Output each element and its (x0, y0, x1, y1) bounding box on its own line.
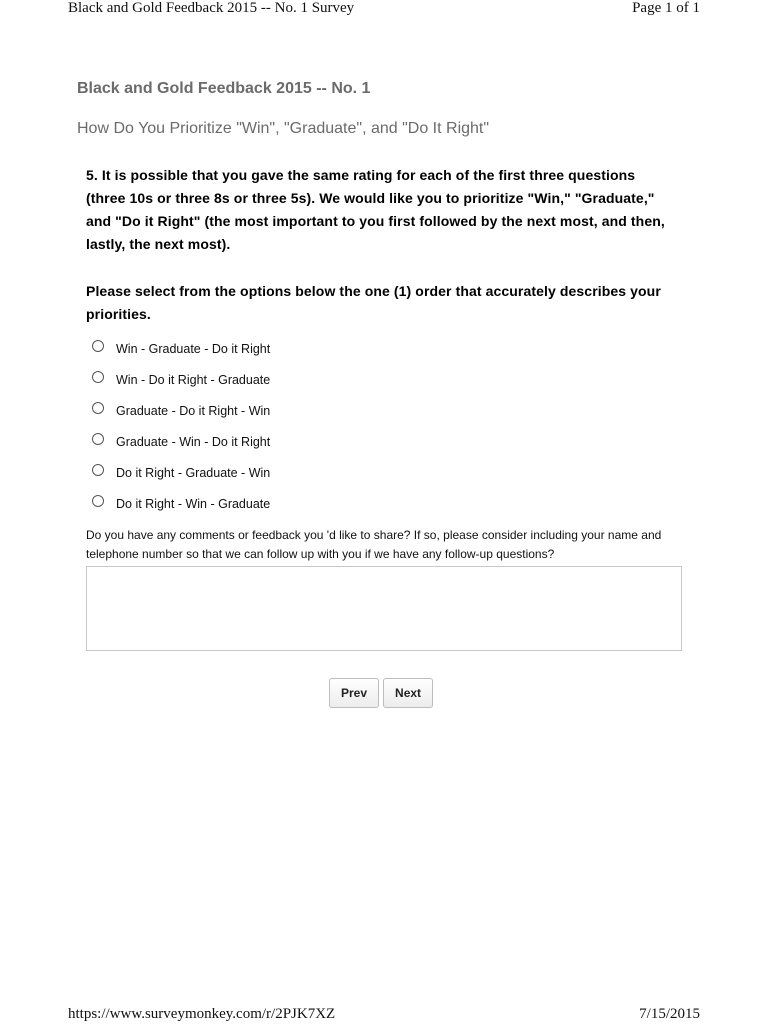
print-footer (68, 1006, 700, 1023)
question-instruction: Please select from the options below the one (1) order that accurately describes your priorities. (86, 283, 661, 322)
page-navigation (329, 678, 433, 708)
option-label[interactable]: Win - Graduate - Do it Right (116, 341, 271, 356)
radio-button[interactable] (92, 340, 104, 352)
print-header-page-number: Page 1 of 1 (632, 0, 700, 16)
next-button[interactable]: Next (383, 678, 433, 708)
option-label[interactable]: Graduate - Win - Do it Right (116, 434, 271, 449)
option-label[interactable]: Win - Do it Right - Graduate (116, 372, 271, 387)
prev-button[interactable]: Prev (329, 678, 379, 708)
comments-textarea[interactable] (86, 566, 682, 651)
print-header (68, 0, 700, 17)
radio-button[interactable] (92, 402, 104, 414)
survey-title: Black and Gold Feedback 2015 -- No. 1 (77, 80, 371, 97)
print-footer-date: 7/15/2015 (639, 1006, 700, 1022)
radio-button[interactable] (92, 371, 104, 383)
option-label[interactable]: Do it Right - Win - Graduate (116, 496, 271, 511)
option-item[interactable] (92, 488, 270, 519)
option-item[interactable] (92, 395, 270, 426)
priority-options (92, 333, 270, 519)
option-item[interactable] (92, 333, 270, 364)
option-label[interactable]: Do it Right - Graduate - Win (116, 465, 271, 480)
comments-label: Do you have any comments or feedback you 'd like to share? If so, please consider including your name and telephone number so that we can follow up with you if we have any follow-up questions? (86, 528, 662, 561)
question-intro: 5. It is possible that you gave the same rating for each of the first three questions (three 10s or three 8s or three 5s). We would like you to prioritize "Win," "Graduate," and "Do it Right" (the most important to you first followed by the next most, and then, lastly, the next most). (86, 167, 665, 252)
radio-button[interactable] (92, 464, 104, 476)
radio-button[interactable] (92, 433, 104, 445)
option-item[interactable] (92, 457, 270, 488)
print-header-title: Black and Gold Feedback 2015 -- No. 1 Survey (68, 0, 355, 16)
print-footer-url: https://www.surveymonkey.com/r/2PJK7XZ (68, 1006, 336, 1022)
radio-button[interactable] (92, 495, 104, 507)
page-subtitle: How Do You Prioritize "Win", "Graduate", and "Do It Right" (77, 120, 490, 137)
option-label[interactable]: Graduate - Do it Right - Win (116, 403, 271, 418)
option-item[interactable] (92, 426, 270, 457)
option-item[interactable] (92, 364, 270, 395)
